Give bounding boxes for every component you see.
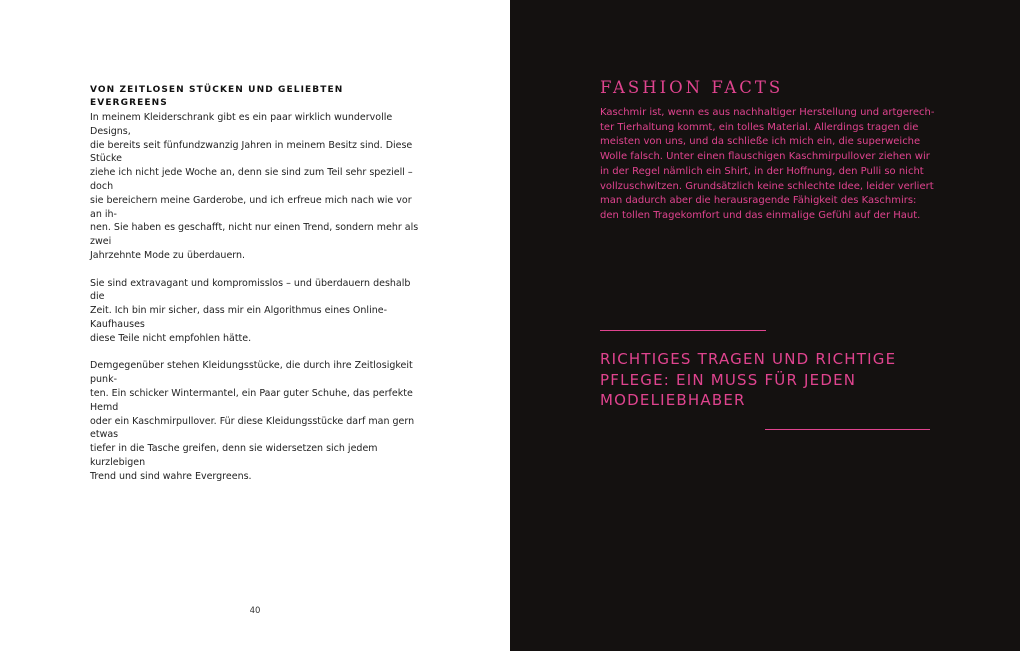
pull-quote-heading: RICHTIGES TRAGEN UND RICHTIGE PFLEGE: EIN MUSS FÜR JEDEN MODELIEBHABER <box>600 350 897 409</box>
left-text-column <box>90 84 425 497</box>
fashion-facts-body: Kaschmir ist, wenn es aus nachhaltiger Herstellung und artgerech- ter Tierhaltung kommt, ein tolles Material. Allerdings tragen die meisten von uns, und da schließe ich mich ein, die superweiche Wolle falsch. Unter einen flauschigen Kaschmirpullover ziehen wir in der Regel nämlich ein Shirt, in der Hoffnung, den Pulli so nicht vollzuschwitzen. Grundsätzlich keine schlechte Idee, leider verliert man dadurch aber die herausragende Fähigkeit des Kaschmirs: den tollen Tragekomfort und das einmalige Gefühl auf der Haut. <box>600 107 935 221</box>
divider-top <box>600 330 766 331</box>
page-number: 40 <box>249 606 261 616</box>
section-heading: VON ZEITLOSEN STÜCKEN UND GELIEBTEN EVERGREENS <box>90 85 344 108</box>
paragraph-1: In meinem Kleiderschrank gibt es ein paar wirklich wundervolle Designs, die bereits seit fünfundzwanzig Jahren in meinem Besitz sind. Diese Stücke ziehe ich nicht jede Woche an, denn sie sind zum Teil sehr speziell – doch sie bereichern meine Garderobe, und ich erfreue mich nach wie vor an ih- nen. Sie haben es geschafft, nicht nur einen Trend, sondern mehr als zwei Jahrzehnte Mode zu überdauern. <box>90 112 419 261</box>
right-page <box>510 0 1020 651</box>
paragraph-3: Demgegenüber stehen Kleidungsstücke, die durch ihre Zeitlosigkeit punk- ten. Ein schicker Wintermantel, ein Paar guter Schuhe, das perfekte Hemd oder ein Kaschmirpullover. Für diese Kleidungsstücke darf man gern etwas tiefer in die Tasche greifen, denn sie widersetzen sich jedem kurzlebigen Trend und sind wahre Evergreens. <box>90 360 415 482</box>
fashion-facts-title: FASHION FACTS <box>600 78 784 97</box>
divider-bottom <box>765 429 930 430</box>
paragraph-2: Sie sind extravagant und kompromisslos – und überdauern deshalb die Zeit. Ich bin mir sicher, dass mir ein Algorithmus eines Online-Kaufhauses diese Teile nicht empfohlen hätte. <box>90 277 411 344</box>
